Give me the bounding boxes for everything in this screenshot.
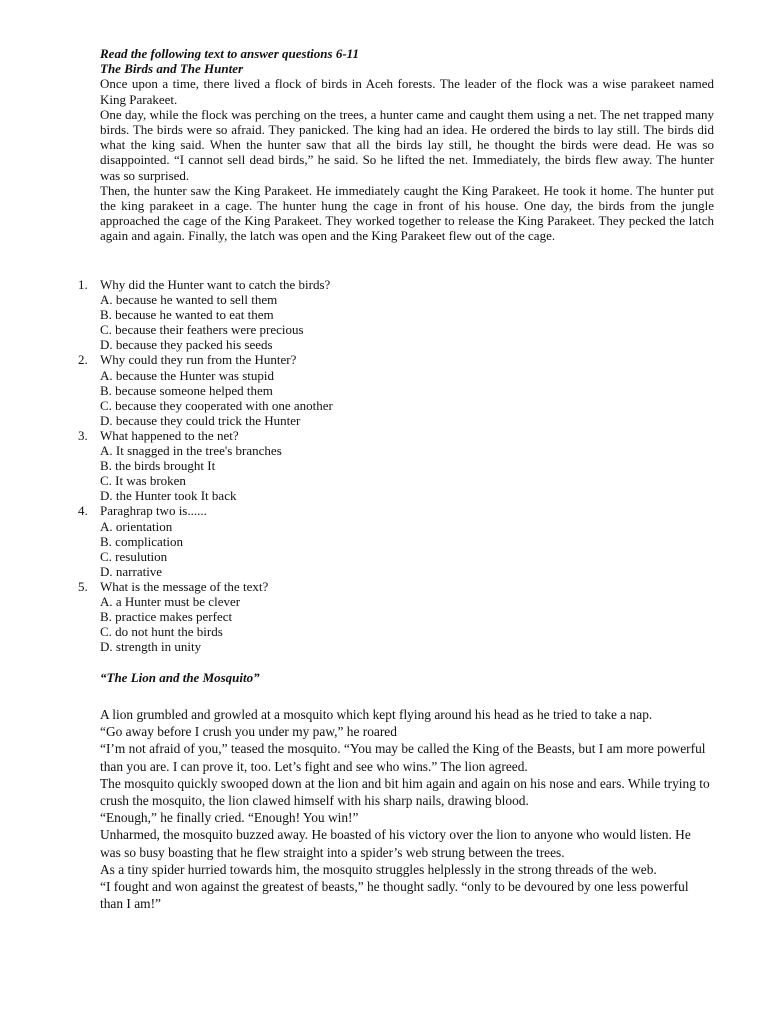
question-number: 1. [78,277,88,292]
answer-option: B. practice makes perfect [100,609,233,625]
story2-paragraph: “I’m not afraid of you,” teased the mosquito. “You may be called the King of the Beasts, but I am more powerful than you are. I can prove it, too. Let’s fight and see who wins.” The lion agreed. [100,741,706,774]
answer-option: A. because he wanted to sell them [100,292,278,308]
story2-paragraph: Unharmed, the mosquito buzzed away. He boasted of his victory over the lion to anyone who would listen. He was so busy boasting that he flew straight into a spider’s web strung between the trees. [100,827,691,860]
answer-option: D. because they could trick the Hunter [100,412,301,428]
instruction-heading: Read the following text to answer questions 6-11 [100,46,359,61]
story1-section [100,46,714,244]
question-item [78,579,718,654]
question-number: 5. [78,578,88,594]
answer-option: B. because he wanted to eat them [100,307,274,323]
answer-option: A. It snagged in the tree's branches [100,443,282,459]
story1-title: The Birds and The Hunter [100,61,244,77]
option-list [100,443,718,503]
story2-title: “The Lion and the Mosquito” [100,670,260,685]
question-text: What happened to the net? [100,427,239,443]
answer-option: D. narrative [100,563,163,579]
answer-option: A. because the Hunter was stupid [100,367,275,383]
question-number: 3. [78,427,88,443]
story2-paragraph: “Enough,” he finally cried. “Enough! You win!” [100,810,359,826]
question-number: 2. [78,352,88,368]
question-text: Why could they run from the Hunter? [100,352,297,368]
answer-option: B. the birds brought It [100,458,216,474]
answer-option: D. because they packed his seeds [100,337,273,353]
question-item [78,277,718,352]
story2-paragraph: The mosquito quickly swooped down at the lion and bit him again and again on his nose and ears. While trying to crush the mosquito, the lion clawed himself with his sharp nails, drawing blood. [100,775,710,809]
answer-option: C. because they cooperated with one another [100,397,333,413]
question-list [78,277,718,654]
question-text: What is the message of the text? [100,578,269,594]
answer-option: B. because someone helped them [100,382,273,398]
question-number: 4. [78,503,88,519]
option-list [100,519,718,579]
question-text: Why did the Hunter want to catch the birds? [100,277,331,292]
story1-paragraph: One day, while the flock was perching on the trees, a hunter came and caught them using a net. The net trapped many birds. The birds were so afraid. They panicked. The king had an idea. He ordered the birds to lay still. The birds did what the king said. When the hunter saw that all the birds lay still, he thought the birds were dead. He was so disappointed. “I cannot sell dead birds,” he said. So he lifted the net. Immediately, the birds flew away. The hunter was so surprised. [100,106,714,183]
question-item [78,428,718,503]
story2-paragraph: As a tiny spider hurried towards him, the mosquito struggles helplessly in the strong threads of the web. [100,861,657,877]
answer-option: A. orientation [100,518,173,534]
question-item [78,503,718,578]
story1-paragraph: Then, the hunter saw the King Parakeet. He immediately caught the King Parakeet. He took it home. The hunter put the king parakeet in a cage. The hunter hung the cage in front of his house. One day, the birds from the jungle approached the cage of the King Parakeet. They worked together to release the King Parakeet. They pecked the latch again and again. Finally, the latch was open and the King Parakeet flew out of the cage. [100,182,714,244]
answer-option: C. It was broken [100,473,186,489]
question-item [78,352,718,427]
option-list [100,292,718,352]
option-list [100,594,718,654]
answer-option: C. because their feathers were precious [100,322,304,338]
option-list [100,368,718,428]
answer-option: D. strength in unity [100,639,202,655]
answer-option: C. do not hunt the birds [100,624,223,640]
answer-option: B. complication [100,533,184,549]
story1-paragraph: Once upon a time, there lived a flock of birds in Aceh forests. The leader of the flock was a wise parakeet named King Parakeet. [100,76,714,107]
answer-option: C. resulution [100,548,168,564]
story2-section [100,706,714,912]
story2-paragraph: A lion grumbled and growled at a mosquito which kept flying around his head as he tried to take a nap. [100,707,653,722]
answer-option: A. a Hunter must be clever [100,593,241,609]
question-text: Paraghrap two is...... [100,503,207,519]
story2-paragraph: “Go away before I crush you under my paw,” he roared [100,724,397,740]
story2-paragraph: “I fought and won against the greatest of beasts,” he thought sadly. “only to be devoured by one less powerful than I am!” [100,879,689,912]
answer-option: D. the Hunter took It back [100,488,237,504]
